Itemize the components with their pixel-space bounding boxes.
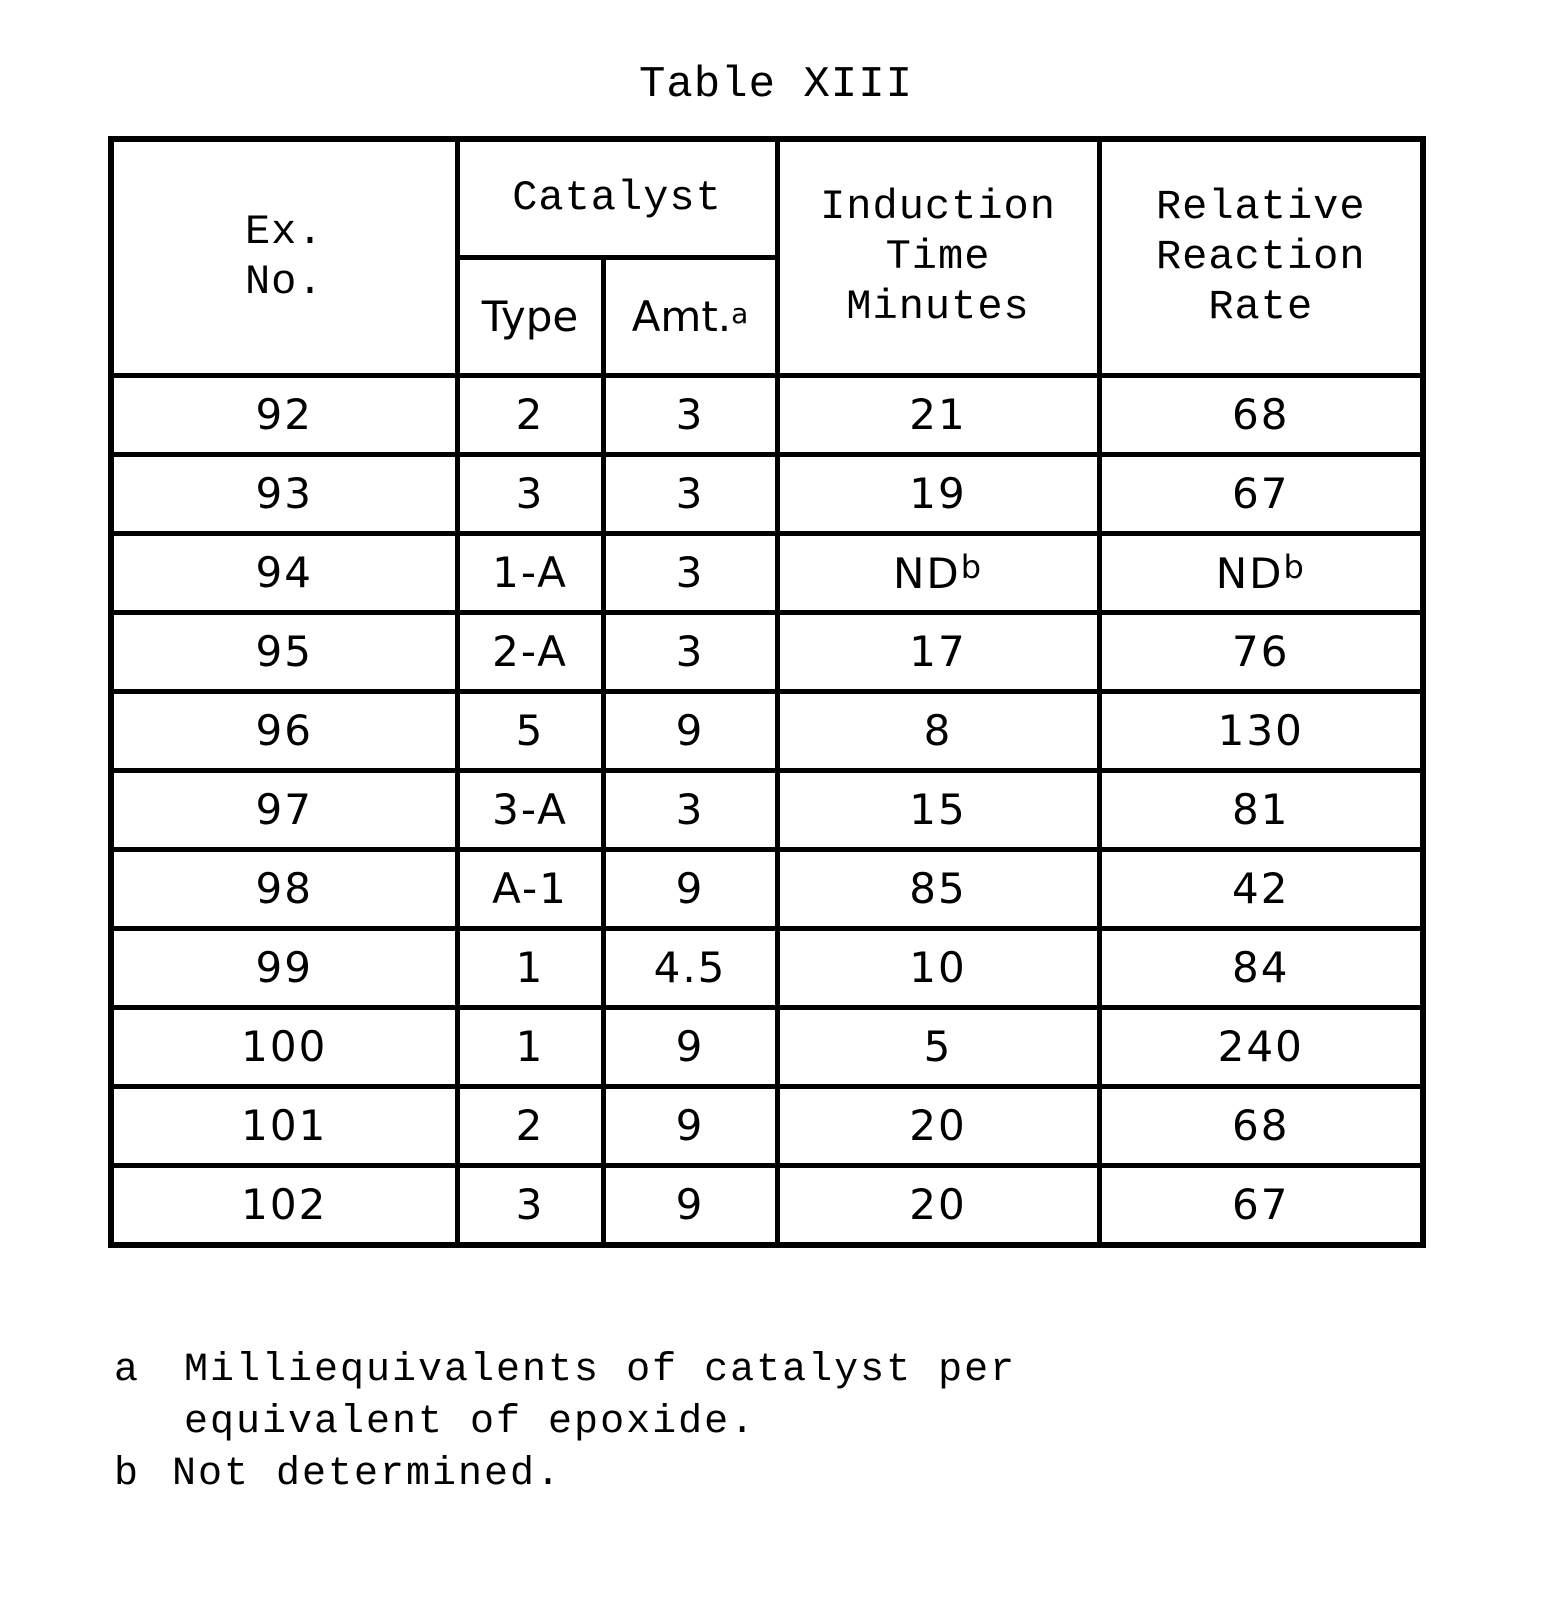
footnote-marker-a: a <box>731 296 749 330</box>
cell-rate: 68 <box>1099 375 1423 454</box>
cell-induction: 5 <box>777 1007 1099 1086</box>
cell-type: A-1 <box>457 849 603 928</box>
cell-induction: 85 <box>777 849 1099 928</box>
header-ex-no-line1: Ex. <box>244 208 324 257</box>
cell-ex-no: 92 <box>111 375 457 454</box>
footnote-a-line2: equivalent of epoxide. <box>184 1400 757 1445</box>
footnote-marker-b: b <box>960 547 984 586</box>
cell-rate: 84 <box>1099 928 1423 1007</box>
cell-induction: 8 <box>777 691 1099 770</box>
footnote-b-mark: b <box>114 1452 141 1497</box>
table-row <box>111 533 1423 612</box>
header-amt-label: Amt. <box>631 291 732 341</box>
header-type: Type <box>457 257 603 375</box>
footnote-marker-b: b <box>1283 547 1306 586</box>
table-row <box>111 1165 1423 1245</box>
cell-rate: 130 <box>1099 691 1423 770</box>
cell-amt: 9 <box>603 1165 777 1245</box>
data-table <box>108 136 1426 1248</box>
cell-amt: 3 <box>603 375 777 454</box>
header-rate-line2: Reaction <box>1155 233 1366 282</box>
cell-amt: 4.5 <box>603 928 777 1007</box>
header-ex-no-line2: No. <box>244 258 324 307</box>
cell-amt: 3 <box>603 533 777 612</box>
cell-rate <box>1099 533 1423 612</box>
header-amt <box>603 257 777 375</box>
cell-ex-no: 102 <box>111 1165 457 1245</box>
header-catalyst: Catalyst <box>457 139 777 257</box>
cell-rate: 67 <box>1099 1165 1423 1245</box>
header-ex-no <box>111 139 457 375</box>
header-induction-time <box>777 139 1099 375</box>
not-determined-label: ND <box>892 548 961 598</box>
cell-ex-no: 95 <box>111 612 457 691</box>
cell-induction: 20 <box>777 1086 1099 1165</box>
header-rate-line3: Rate <box>1208 283 1314 332</box>
cell-induction: 15 <box>777 770 1099 849</box>
table-row <box>111 1086 1423 1165</box>
cell-ex-no: 93 <box>111 454 457 533</box>
cell-rate: 68 <box>1099 1086 1423 1165</box>
table-row <box>111 691 1423 770</box>
cell-amt: 9 <box>603 849 777 928</box>
footnote-a-line1: Milliequivalents of catalyst per <box>184 1348 1017 1393</box>
header-induction-line1: Induction <box>820 183 1056 232</box>
header-induction-line3: Minutes <box>846 283 1030 332</box>
cell-type: 3 <box>457 1165 603 1245</box>
cell-induction: 19 <box>777 454 1099 533</box>
cell-type: 5 <box>457 691 603 770</box>
cell-type: 2-A <box>457 612 603 691</box>
cell-type: 2 <box>457 1086 603 1165</box>
cell-rate: 67 <box>1099 454 1423 533</box>
table-row <box>111 928 1423 1007</box>
table-row <box>111 849 1423 928</box>
cell-amt: 3 <box>603 770 777 849</box>
cell-rate: 240 <box>1099 1007 1423 1086</box>
cell-ex-no: 101 <box>111 1086 457 1165</box>
cell-ex-no: 96 <box>111 691 457 770</box>
table-row <box>111 1007 1423 1086</box>
cell-type: 1 <box>457 928 603 1007</box>
table-row <box>111 612 1423 691</box>
header-rate-line1: Relative <box>1155 183 1366 232</box>
cell-type: 1 <box>457 1007 603 1086</box>
cell-rate: 76 <box>1099 612 1423 691</box>
cell-induction: 20 <box>777 1165 1099 1245</box>
footnote-b-line1: Not determined. <box>172 1452 563 1497</box>
cell-type: 2 <box>457 375 603 454</box>
cell-induction <box>777 533 1099 612</box>
footnote-a <box>114 1345 1016 1397</box>
cell-amt: 3 <box>603 454 777 533</box>
cell-induction: 17 <box>777 612 1099 691</box>
not-determined-label: ND <box>1215 548 1284 598</box>
footnote-a-mark: a <box>114 1348 141 1393</box>
footnote-a-continued <box>114 1397 1016 1449</box>
cell-type: 1-A <box>457 533 603 612</box>
table-row <box>111 770 1423 849</box>
table-title: Table XIII <box>638 60 914 110</box>
cell-ex-no: 98 <box>111 849 457 928</box>
table-row <box>111 375 1423 454</box>
header-relative-rate <box>1099 139 1423 375</box>
cell-induction: 21 <box>777 375 1099 454</box>
cell-amt: 9 <box>603 1007 777 1086</box>
cell-type: 3 <box>457 454 603 533</box>
cell-type: 3-A <box>457 770 603 849</box>
footnotes <box>114 1345 1016 1501</box>
cell-rate: 42 <box>1099 849 1423 928</box>
cell-amt: 9 <box>603 691 777 770</box>
cell-ex-no: 97 <box>111 770 457 849</box>
cell-induction: 10 <box>777 928 1099 1007</box>
header-induction-line2: Time <box>885 233 991 282</box>
cell-ex-no: 100 <box>111 1007 457 1086</box>
cell-amt: 9 <box>603 1086 777 1165</box>
cell-ex-no: 94 <box>111 533 457 612</box>
table-row <box>111 454 1423 533</box>
cell-amt: 3 <box>603 612 777 691</box>
footnote-b <box>114 1449 1016 1501</box>
cell-rate: 81 <box>1099 770 1423 849</box>
cell-ex-no: 99 <box>111 928 457 1007</box>
